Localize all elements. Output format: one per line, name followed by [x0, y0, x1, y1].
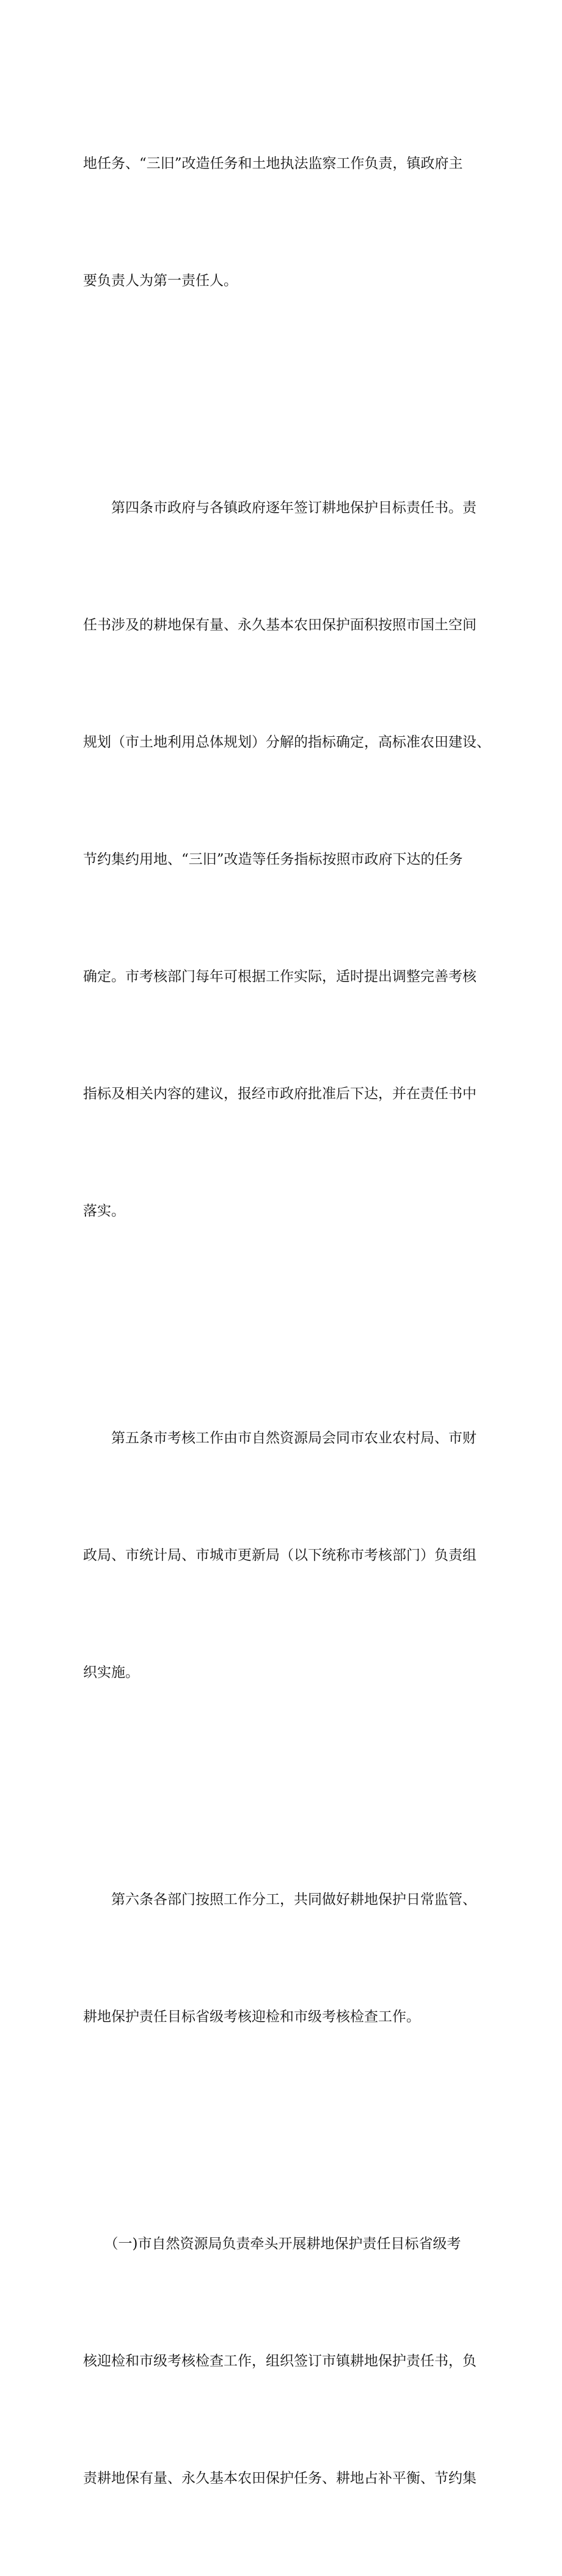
paragraph-gap [83, 1309, 486, 1340]
paragraph-gap [83, 1770, 486, 1802]
paragraph-1 [83, 66, 486, 378]
document-body [83, 66, 491, 2576]
text-line: 规划（市土地利用总体规划）分解的指标确定，高标准农田建设、 [83, 734, 491, 750]
text-line: 政局、市统计局、市城市更新局（以下统称市考核部门）负责组 [83, 1547, 476, 1563]
text-line: 核迎检和市级考核检查工作，组织签订市镇耕地保护责任书，负 [83, 2353, 476, 2369]
text-line: 责耕地保有量、永久基本农田保护任务、耕地占补平衡、节约集 [83, 2470, 476, 2486]
text-line: 落实。 [83, 1203, 125, 1219]
paragraph-gap [83, 378, 486, 410]
text-line: 第六条各部门按照工作分工，共同做好耕地保护日常监管、 [83, 1892, 476, 1908]
text-line: 指标及相关内容的建议，报经市政府批准后下达，并在责任书中 [83, 1086, 476, 1102]
text-line: （一)市自然资源局负责牵头开展耕地保护责任目标省级考 [83, 2236, 461, 2252]
text-line: 第五条市考核工作由市自然资源局会同市农业农村局、市财 [83, 1430, 476, 1446]
paragraph-gap [83, 2115, 486, 2146]
text-line: 织实施。 [83, 1665, 139, 1681]
paragraph-item-1 [83, 2146, 486, 2576]
text-line: 第四条市政府与各镇政府逐年签订耕地保护目标责任书。责 [83, 500, 476, 516]
text-line: 节约集约用地、“三旧”改造等任务指标按照市政府下达的任务 [83, 852, 463, 867]
text-line: 任书涉及的耕地保有量、永久基本农田保护面积按照市国土空间 [83, 617, 476, 633]
text-line: 耕地保护责任目标省级考核迎检和市级考核检查工作。 [83, 2009, 420, 2025]
text-line: 要负责人为第一责任人。 [83, 273, 238, 289]
text-line: 地任务、“三旧”改造任务和土地执法监察工作负责，镇政府主 [83, 156, 463, 172]
paragraph-article-5 [83, 1340, 486, 1770]
text-line: 确定。市考核部门每年可根据工作实际，适时提出调整完善考核 [83, 969, 476, 985]
paragraph-article-4 [83, 410, 491, 1309]
paragraph-article-6 [83, 1802, 486, 2115]
